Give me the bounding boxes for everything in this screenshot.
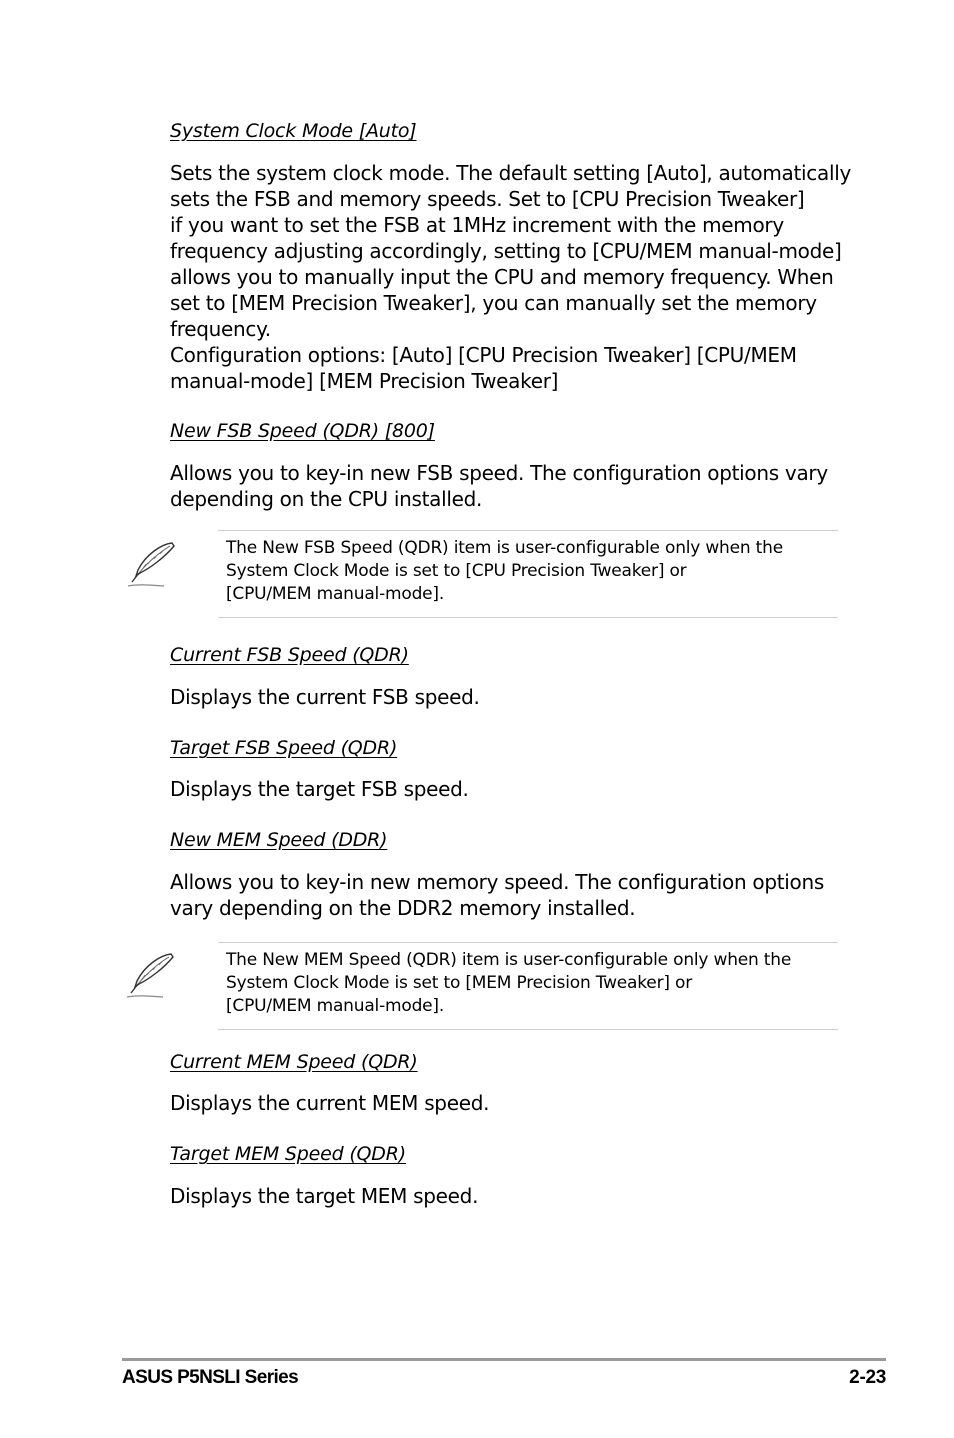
section-heading-target-mem-speed: Target MEM Speed (QDR) [170,1143,406,1165]
footer-divider [122,1358,886,1361]
text-line: The New FSB Speed (QDR) item is user-configurable only when the [226,538,783,558]
section-body-new-fsb-speed [170,460,860,512]
text-line: Displays the target FSB speed. [170,777,469,801]
text-line: Allows you to key-in new FSB speed. The configuration options vary [170,461,828,485]
note-box [218,530,838,618]
text-line: Displays the target MEM speed. [170,1184,479,1208]
section-body-current-mem-speed [170,1090,860,1116]
section-heading-current-mem-speed: Current MEM Speed (QDR) [170,1051,418,1073]
text-line: [CPU/MEM manual-mode]. [226,584,445,604]
note-text [226,537,783,606]
section-body-target-fsb-speed [170,776,860,802]
text-line: vary depending on the DDR2 memory installed. [170,896,636,920]
text-line: The New MEM Speed (QDR) item is user-configurable only when the [226,950,792,970]
section-body-system-clock-mode [170,160,860,394]
text-line: Displays the current MEM speed. [170,1091,490,1115]
text-line: allows you to manually input the CPU and memory frequency. When [170,265,834,289]
footer-product-name: ASUS P5NSLI Series [122,1367,299,1388]
text-line: if you want to set the FSB at 1MHz increment with the memory [170,213,784,237]
note-text [226,949,791,1018]
text-line: depending on the CPU installed. [170,487,483,511]
text-line: [CPU/MEM manual-mode]. [226,996,445,1016]
section-heading-new-mem-speed: New MEM Speed (DDR) [170,829,388,851]
text-line: frequency. [170,317,271,341]
text-line: Allows you to key-in new memory speed. The configuration options [170,870,824,894]
text-line: set to [MEM Precision Tweaker], you can manually set the memory [170,291,817,315]
text-line: Configuration options: [Auto] [CPU Precision Tweaker] [CPU/MEM [170,343,797,367]
text-line: Sets the system clock mode. The default setting [Auto], automatically [170,161,852,185]
text-line: sets the FSB and memory speeds. Set to [CPU Precision Tweaker] [170,187,805,211]
section-body-current-fsb-speed [170,684,860,710]
section-heading-new-fsb-speed: New FSB Speed (QDR) [800] [170,420,435,442]
section-heading-current-fsb-speed: Current FSB Speed (QDR) [170,644,409,666]
section-heading-system-clock-mode: System Clock Mode [Auto] [170,120,417,142]
quill-pen-icon [124,540,180,590]
text-line: Displays the current FSB speed. [170,685,480,709]
text-line: manual-mode] [MEM Precision Tweaker] [170,369,559,393]
section-heading-target-fsb-speed: Target FSB Speed (QDR) [170,737,398,759]
text-line: System Clock Mode is set to [CPU Precision Tweaker] or [226,561,687,581]
section-body-new-mem-speed [170,869,860,921]
note-box [218,942,838,1030]
text-line: frequency adjusting accordingly, setting to [CPU/MEM manual-mode] [170,239,842,263]
footer-page-number: 2-23 [849,1367,886,1388]
section-body-target-mem-speed [170,1183,860,1209]
quill-pen-icon [123,951,179,1001]
text-line: System Clock Mode is set to [MEM Precision Tweaker] or [226,973,692,993]
